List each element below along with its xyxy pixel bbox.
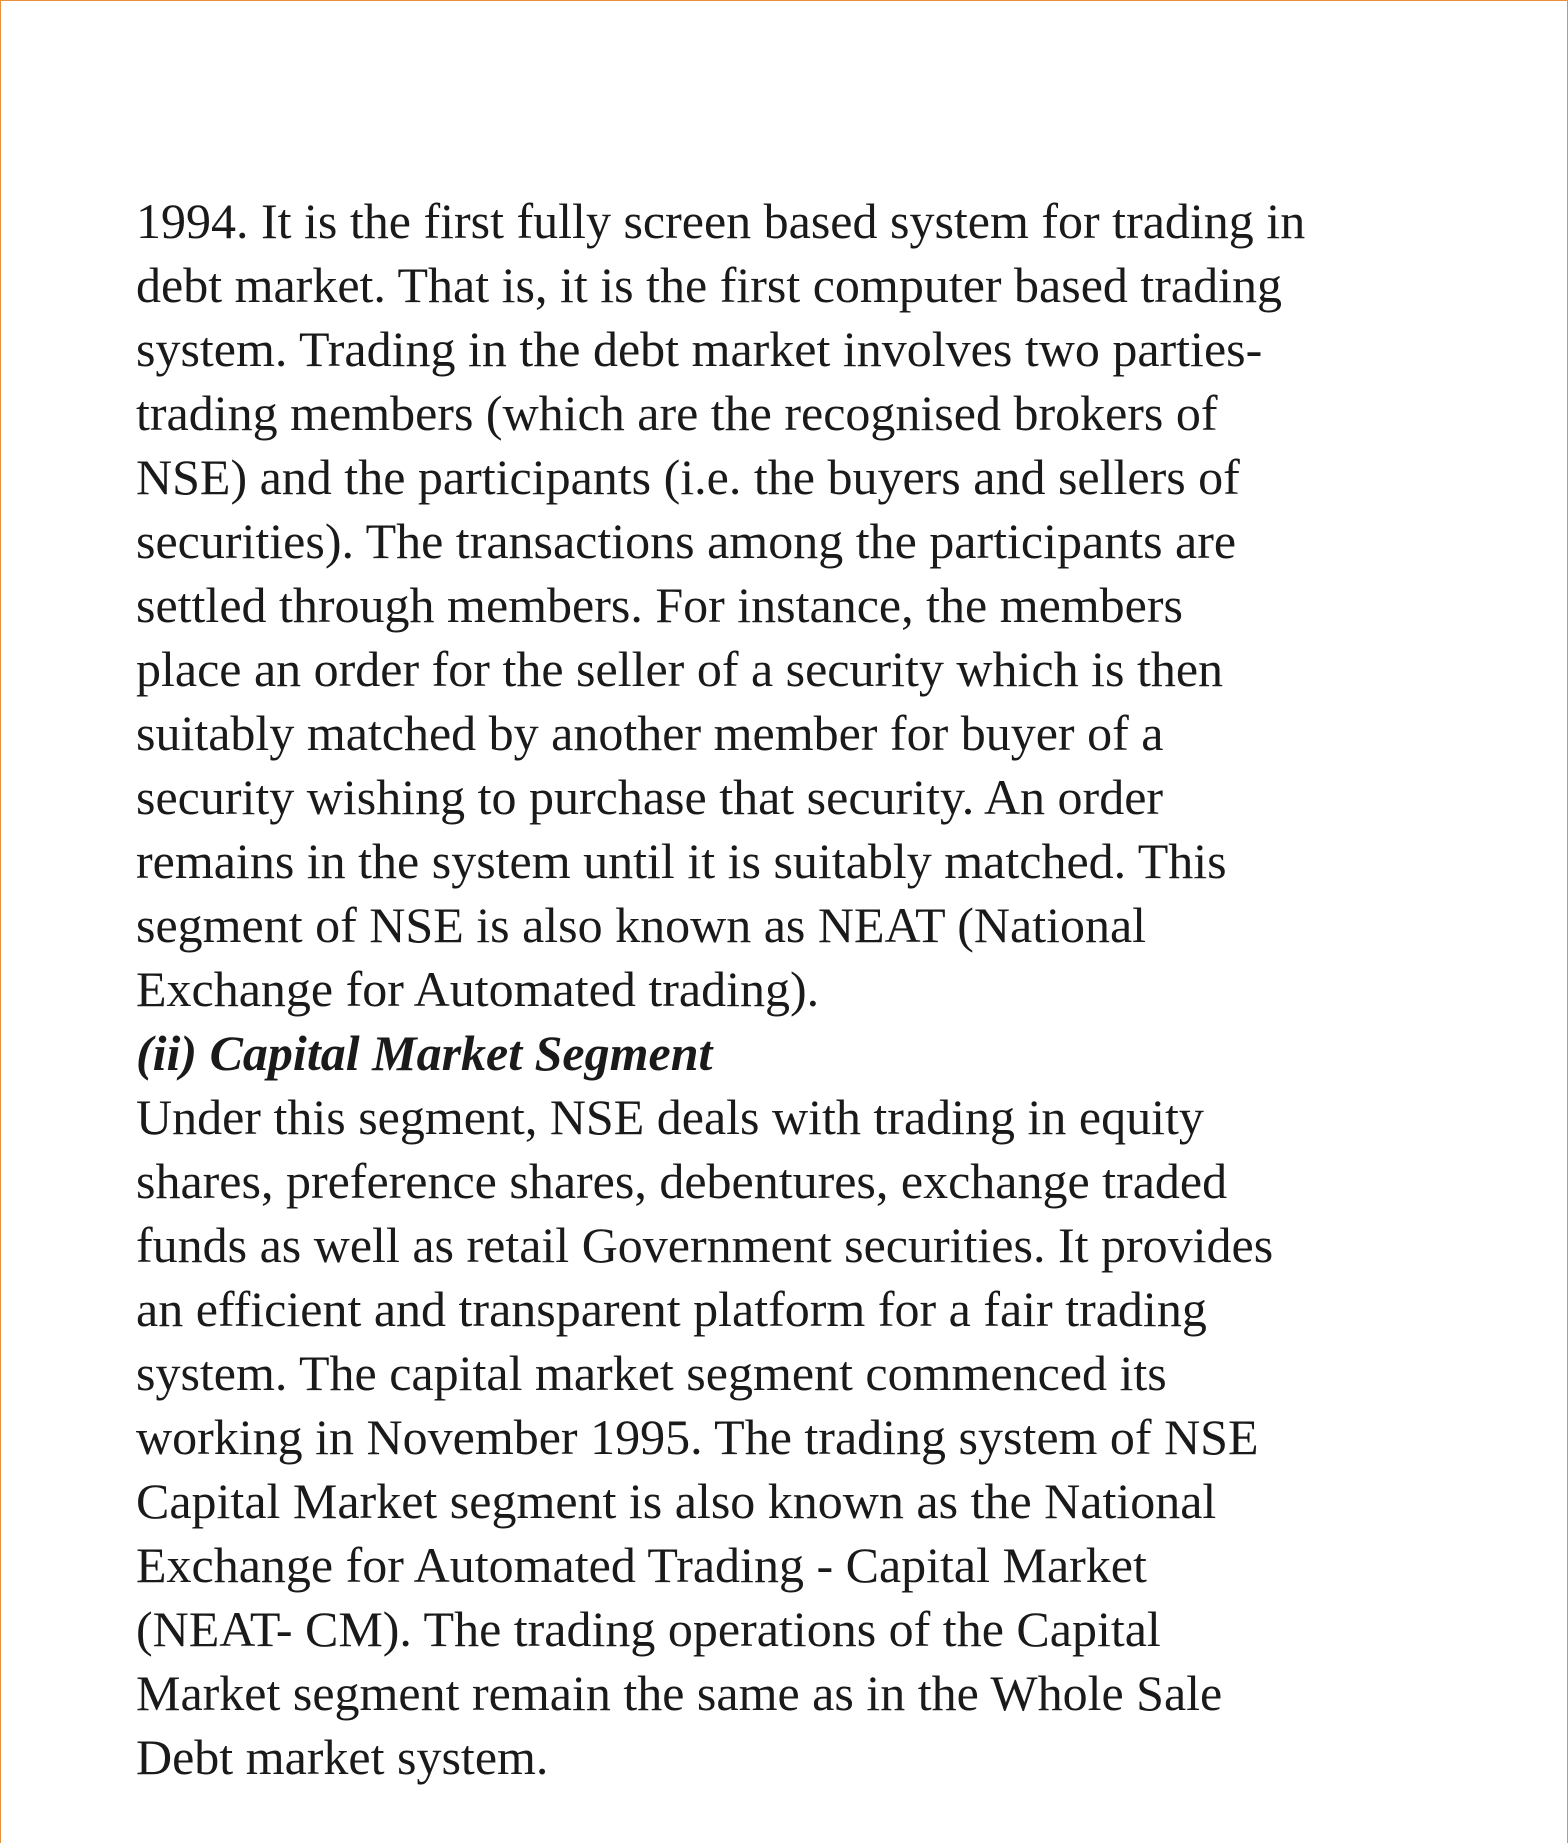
text-line: security wishing to purchase that security. An order (136, 769, 1164, 825)
text-line: Capital Market segment is also known as the National (136, 1473, 1217, 1529)
text-block (136, 189, 1466, 1789)
text-line: funds as well as retail Government securities. It provides (136, 1217, 1274, 1273)
section-heading: (ii) Capital Market Segment (136, 1025, 713, 1081)
paragraph-debt-market (136, 189, 1466, 1021)
text-line: place an order for the seller of a security which is then (136, 641, 1224, 697)
text-line: NSE) and the participants (i.e. the buyers and sellers of (136, 449, 1240, 505)
text-line: Exchange for Automated Trading - Capital Market (136, 1537, 1147, 1593)
text-line: shares, preference shares, debentures, exchange traded (136, 1153, 1228, 1209)
text-line: Exchange for Automated trading). (136, 961, 820, 1017)
text-line: remains in the system until it is suitably matched. This (136, 833, 1227, 889)
text-line: Market segment remain the same as in the Whole Sale (136, 1665, 1223, 1721)
paragraph-capital-market (136, 1085, 1466, 1789)
text-line: Debt market system. (136, 1729, 549, 1785)
text-line: system. Trading in the debt market involves two parties- (136, 321, 1263, 377)
text-line: securities). The transactions among the participants are (136, 513, 1237, 569)
text-line: 1994. It is the first fully screen based system for trading in (136, 193, 1306, 249)
text-line: working in November 1995. The trading system of NSE (136, 1409, 1259, 1465)
text-line: trading members (which are the recognised brokers of (136, 385, 1218, 441)
text-line: debt market. That is, it is the first computer based trading (136, 257, 1283, 313)
text-line: system. The capital market segment commenced its (136, 1345, 1167, 1401)
text-line: settled through members. For instance, the members (136, 577, 1183, 633)
text-line: Under this segment, NSE deals with trading in equity (136, 1089, 1204, 1145)
text-line: suitably matched by another member for buyer of a (136, 705, 1164, 761)
text-line: (NEAT- CM). The trading operations of the Capital (136, 1601, 1161, 1657)
text-line: segment of NSE is also known as NEAT (National (136, 897, 1147, 953)
text-line: an efficient and transparent platform for a fair trading (136, 1281, 1207, 1337)
